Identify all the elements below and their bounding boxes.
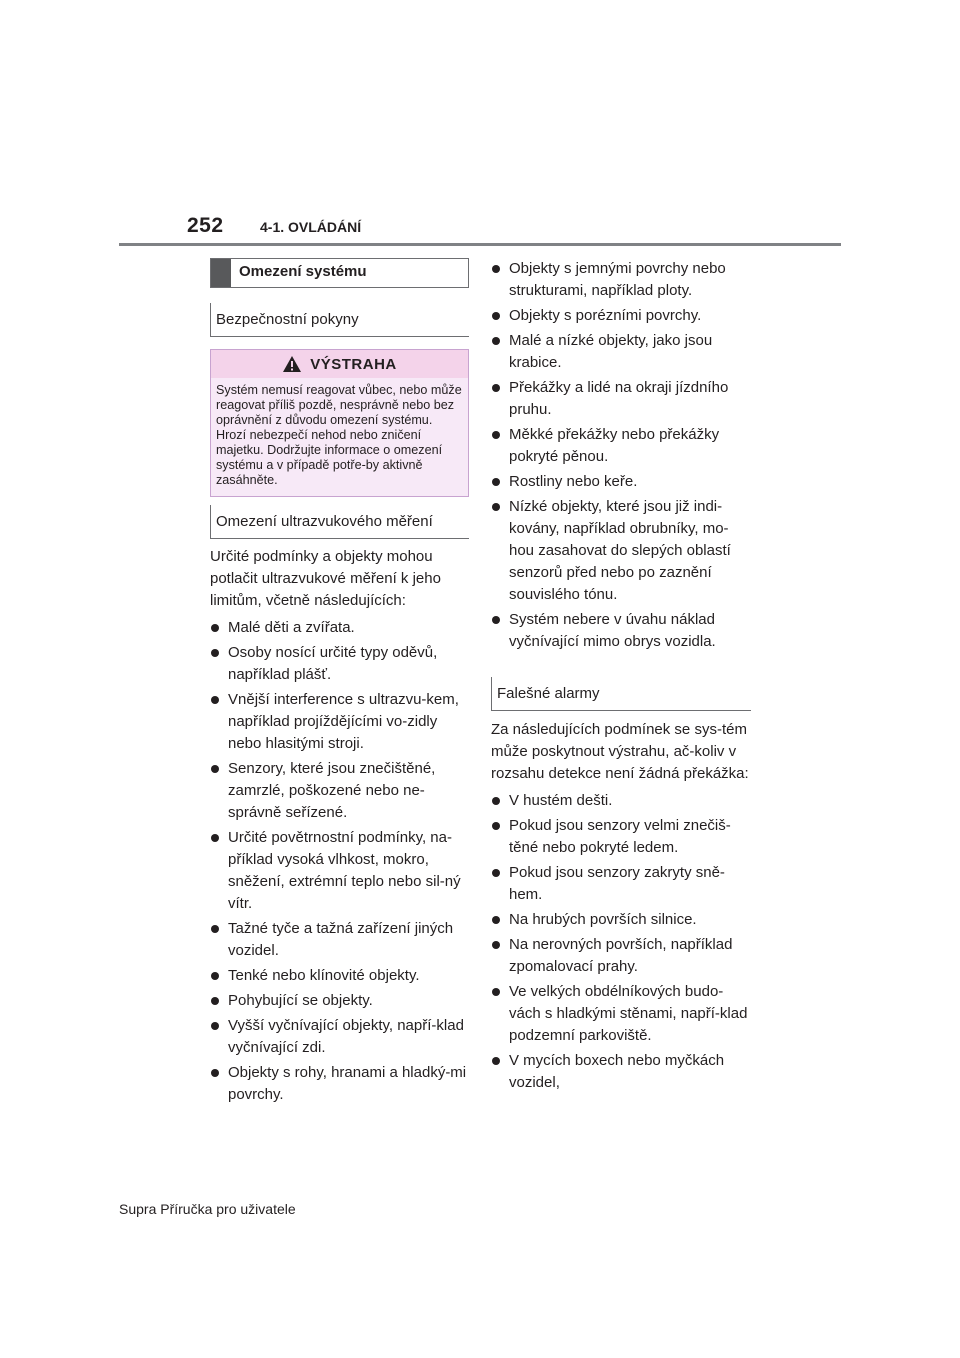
list-item: V mycích boxech nebo myčkách vozidel, bbox=[491, 1050, 751, 1094]
left-column bbox=[210, 258, 469, 1106]
warning-header bbox=[211, 350, 468, 378]
section-header-bar bbox=[211, 259, 231, 287]
false-alarms-intro: Za následujících podmínek se sys-tém může poskytnout výstrahu, ač-koliv v rozsahu detekce není žádná překážka: bbox=[491, 721, 749, 782]
ultrasonic-list-left bbox=[210, 617, 469, 1106]
list-item: Pokud jsou senzory velmi znečiš-těné nebo pokryté ledem. bbox=[491, 815, 751, 859]
list-item: Pokud jsou senzory zakryty sně-hem. bbox=[491, 862, 751, 906]
list-item: V hustém dešti. bbox=[491, 790, 751, 812]
list-item: Na hrubých površích silnice. bbox=[491, 909, 751, 931]
warning-triangle-icon bbox=[282, 355, 302, 373]
list-item: Na nerovných površích, například zpomalovací prahy. bbox=[491, 934, 751, 978]
list-item: Vnější interference s ultrazvu-kem, například projíždějícími vo-zidly nebo hlasitými stroji. bbox=[210, 689, 469, 755]
list-item: Objekty s porézními povrchy. bbox=[491, 305, 751, 327]
list-item: Měkké překážky nebo překážky pokryté pěnou. bbox=[491, 424, 751, 468]
list-item: Senzory, které jsou znečištěné, zamrzlé, poškozené nebo ne-správně seřízené. bbox=[210, 758, 469, 824]
ultrasonic-list-right bbox=[491, 258, 751, 653]
section-title: Omezení systému bbox=[239, 263, 367, 280]
list-item: Malé a nízké objekty, jako jsou krabice. bbox=[491, 330, 751, 374]
chapter-title: 4-1. OVLÁDÁNÍ bbox=[260, 219, 362, 235]
list-item: Pohybující se objekty. bbox=[210, 990, 469, 1012]
list-item: Objekty s jemnými povrchy nebo strukturami, například ploty. bbox=[491, 258, 751, 302]
section-header bbox=[210, 258, 469, 288]
warning-box bbox=[210, 349, 469, 497]
list-item: Rostliny nebo keře. bbox=[491, 471, 751, 493]
ultrasonic-subheading: Omezení ultrazvukového měření bbox=[210, 505, 469, 539]
false-alarms-subheading: Falešné alarmy bbox=[491, 677, 751, 711]
list-item: Ve velkých obdélníkových budo-vách s hladkými stěnami, napří-klad podzemní parkoviště. bbox=[491, 981, 751, 1047]
list-item: Malé děti a zvířata. bbox=[210, 617, 469, 639]
header-divider bbox=[119, 243, 841, 246]
page-number: 252 bbox=[187, 214, 224, 237]
list-item: Objekty s rohy, hranami a hladký-mi povrchy. bbox=[210, 1062, 469, 1106]
list-item: Nízké objekty, které jsou již indi-kovány, například obrubníky, mo-hou zasahovat do slepých oblastí senzorů před nebo po zaznění souvislého tónu. bbox=[491, 496, 751, 606]
list-item: Osoby nosící určité typy oděvů, například plášť. bbox=[210, 642, 469, 686]
list-item: Určité povětrnostní podmínky, na-příklad vysoká vlhkost, mokro, sněžení, extrémní teplo nebo sil-ný vítr. bbox=[210, 827, 469, 915]
footer-text: Supra Příručka pro uživatele bbox=[119, 1201, 296, 1217]
list-item: Systém nebere v úvahu náklad vyčnívající mimo obrys vozidla. bbox=[491, 609, 751, 653]
ultrasonic-intro: Určité podmínky a objekty mohou potlačit ultrazvukové měření k jeho limitům, včetně následujících: bbox=[210, 548, 441, 609]
list-item: Překážky a lidé na okraji jízdního pruhu. bbox=[491, 377, 751, 421]
list-item: Vyšší vyčnívající objekty, napří-klad vyčnívající zdi. bbox=[210, 1015, 469, 1059]
list-item: Tažné tyče a tažná zařízení jiných vozidel. bbox=[210, 918, 469, 962]
list-item: Tenké nebo klínovité objekty. bbox=[210, 965, 469, 987]
warning-text: Systém nemusí reagovat vůbec, nebo může reagovat příliš pozdě, nesprávně nebo bez oprávnění z důvodu omezení systému. Hrozí nebezpečí nehod nebo zničení majetku. Dodržujte informace o omezení systému a v případě potře-by aktivně zasáhněte. bbox=[216, 383, 462, 487]
false-alarms-list bbox=[491, 790, 751, 1094]
warning-title: VÝSTRAHA bbox=[310, 355, 397, 373]
safety-subheading: Bezpečnostní pokyny bbox=[210, 303, 469, 337]
right-column bbox=[491, 255, 751, 1094]
